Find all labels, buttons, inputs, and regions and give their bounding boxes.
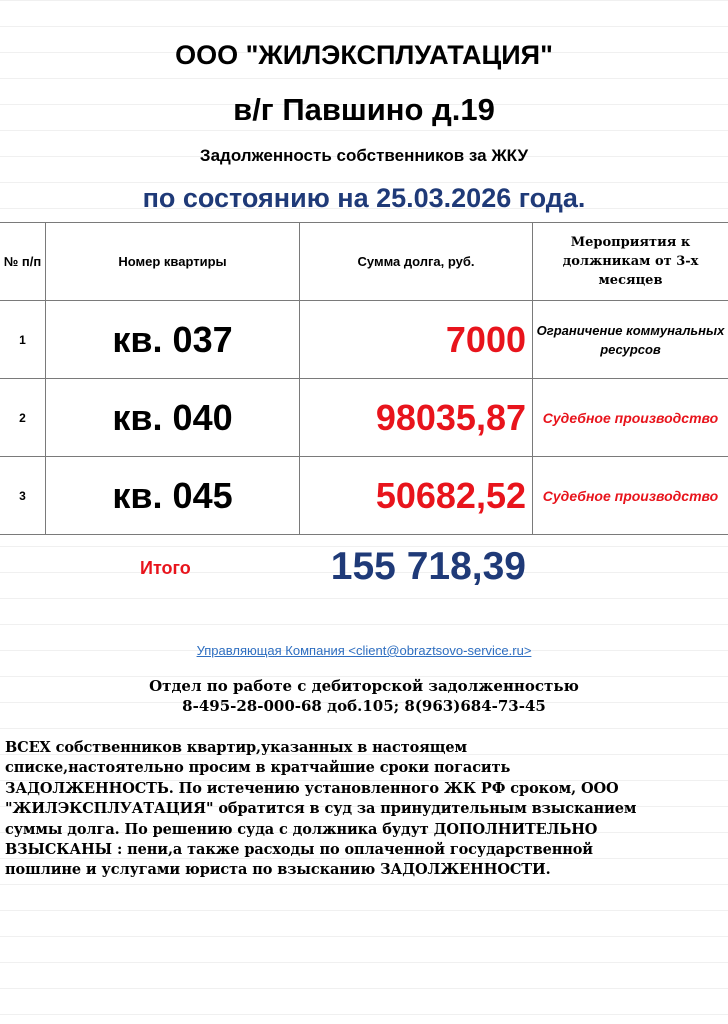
debt-table: [0, 222, 728, 535]
debt-notice: [5, 738, 727, 881]
notice-line: суммы долга. По решению суда с должника будут ДОПОЛНИТЕЛЬНО: [5, 820, 598, 838]
table-row: [0, 457, 728, 535]
department-name: Отдел по работе с дебиторской задолженностью: [149, 677, 579, 695]
row-apartment: кв. 040: [46, 379, 300, 457]
table-row: [0, 301, 728, 379]
table-header-row: [0, 223, 728, 301]
document-subtitle: Задолженность собственников за ЖКУ: [199, 146, 529, 165]
notice-line: ВСЕХ собственников квартир,указанных в настоящем: [5, 739, 467, 756]
notice-line: ВЗЫСКАНЫ : пени,а также расходы по оплаченной государственной: [5, 841, 593, 859]
header-num: № п/п: [0, 223, 46, 301]
notice-line: "ЖИЛЭКСПЛУАТАЦИЯ" обратится в суд за принудительным взысканием: [5, 800, 637, 818]
building-address: в/г Павшино д.19: [233, 92, 495, 127]
department-phones: 8-495-28-000-68 доб.105; 8(963)684-73-45: [182, 697, 546, 715]
total-label: Итого: [140, 558, 191, 578]
header-actions: Мероприятия к должникам от 3-х месяцев: [533, 223, 728, 301]
row-num: 2: [0, 379, 46, 457]
row-apartment: кв. 037: [46, 301, 300, 379]
notice-line: пошлине и услугами юриста по взысканию ЗАДОЛЖЕННОСТИ.: [5, 861, 551, 879]
header-apartment: Номер квартиры: [46, 223, 300, 301]
notice-line: списке,настоятельно просим в кратчайшие сроки погасить: [5, 759, 511, 777]
header-amount: Сумма долга, руб.: [300, 223, 533, 301]
total-value: 155 718,39: [330, 545, 526, 588]
row-num: 3: [0, 457, 46, 535]
row-action: Судебное производство: [533, 457, 728, 535]
table-row: [0, 379, 728, 457]
row-num: 1: [0, 301, 46, 379]
row-action: Ограничение коммунальных ресурсов: [533, 301, 728, 379]
row-action: Судебное производство: [533, 379, 728, 457]
row-amount: 50682,52: [300, 457, 533, 535]
row-amount: 7000: [300, 301, 533, 379]
row-apartment: кв. 045: [46, 457, 300, 535]
row-amount: 98035,87: [300, 379, 533, 457]
as-of-date: по состоянию на 25.03.2026 года.: [142, 183, 586, 213]
notice-line: ЗАДОЛЖЕННОСТЬ. По истечению установленного ЖК РФ сроком, ООО: [5, 779, 619, 797]
management-company-link[interactable]: Управляющая Компания <client@obraztsovo-service.ru>: [196, 643, 532, 658]
company-title: ООО "ЖИЛЭКСПЛУАТАЦИЯ": [175, 40, 553, 70]
